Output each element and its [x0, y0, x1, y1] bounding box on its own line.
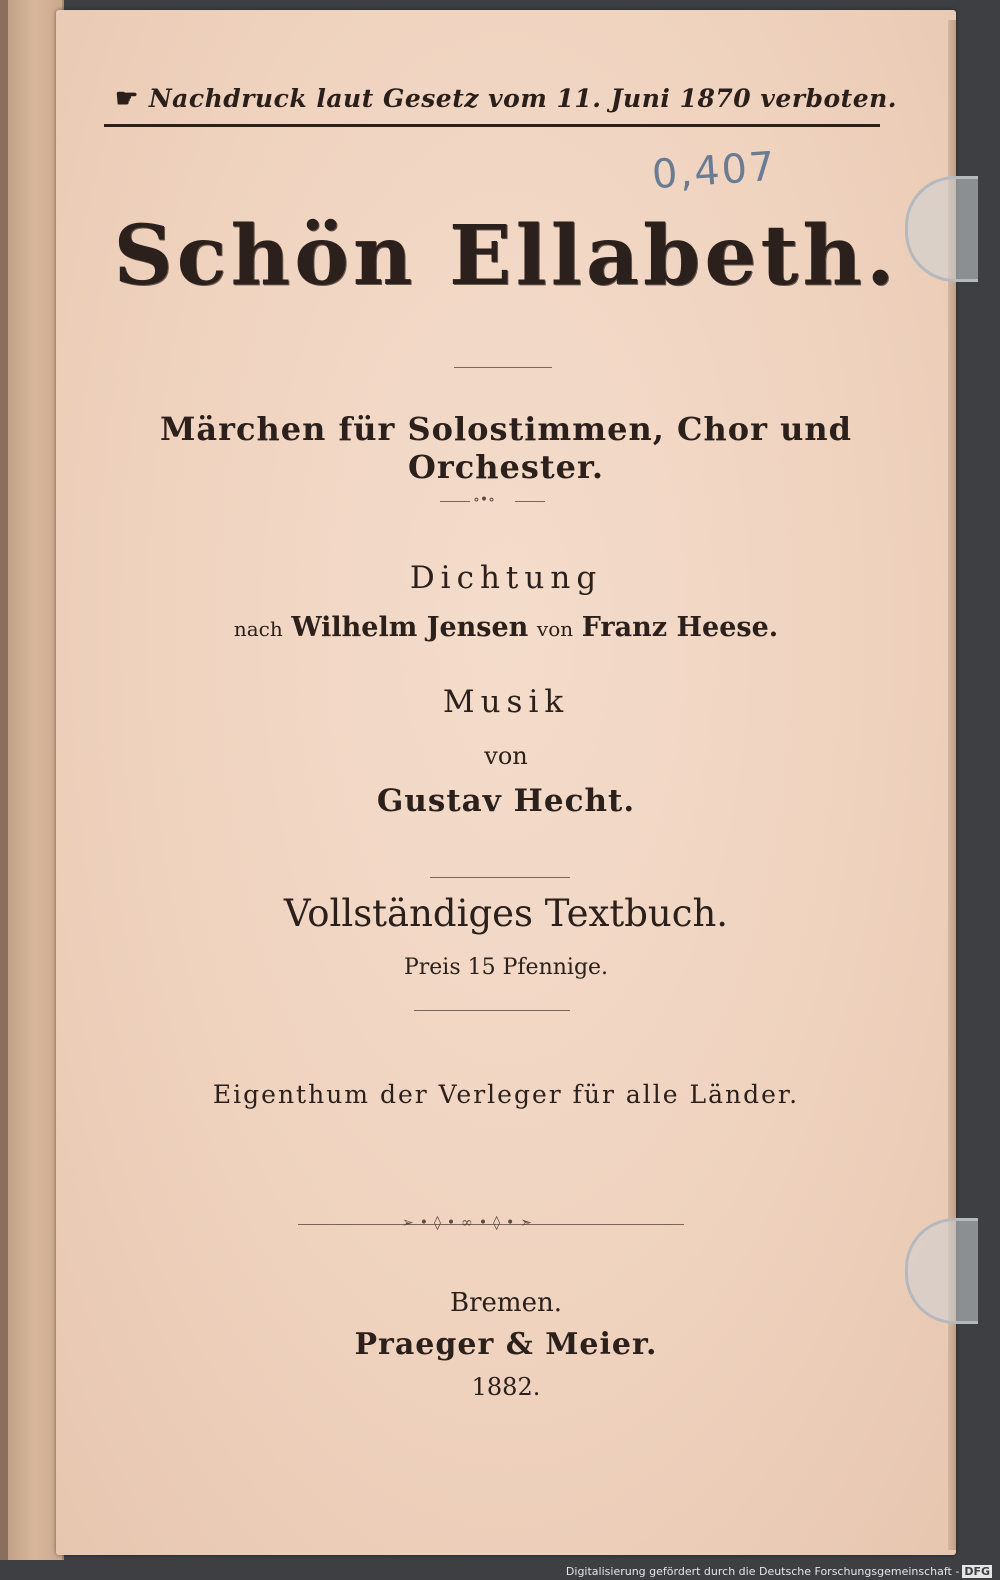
book-subtitle: Märchen für Solostimmen, Chor und Orchester. — [159, 410, 853, 486]
book-title: Schön Ellabeth. — [113, 208, 899, 304]
binding-strip — [0, 0, 8, 1560]
digitization-footer — [566, 1565, 992, 1578]
ornament-icon: ∘•∘ — [473, 492, 495, 508]
imprint-city: Bremen. — [450, 1288, 562, 1318]
poet-name: Franz Heese. — [581, 612, 779, 643]
source-author: Wilhelm Jensen — [291, 612, 529, 643]
dfg-logo: DFG — [964, 1565, 990, 1578]
ornament-rule-right — [515, 501, 545, 502]
facing-page-edge — [0, 0, 64, 1560]
divider-rule — [454, 367, 552, 368]
nach-word: nach — [233, 617, 283, 641]
notice-rule — [104, 124, 880, 127]
rights-line: Eigenthum der Verleger für alle Länder. — [212, 1080, 800, 1109]
textbook-label: Vollständiges Textbuch. — [283, 892, 729, 935]
ornament-icon-long: ➢•◊•∞•◊•➣ — [402, 1215, 538, 1231]
divider-rule-2 — [430, 877, 570, 878]
reprint-notice — [56, 84, 956, 114]
music-label: Musik — [442, 684, 570, 720]
pointing-hand-icon: ☛ — [115, 84, 139, 114]
ornament-rule-left — [440, 501, 470, 502]
composer-name: Gustav Hecht. — [376, 783, 636, 819]
von-word: von — [536, 617, 574, 641]
divider-rule-3 — [414, 1010, 570, 1011]
handwritten-shelfmark: 0,407 — [650, 143, 778, 199]
reprint-notice-text: Nachdruck laut Gesetz vom 11. Juni 1870 verboten. — [148, 84, 897, 113]
imprint-publisher: Praeger & Meier. — [354, 1327, 658, 1362]
footer-text: Digitalisierung gefördert durch die Deutsche Forschungsgemeinschaft - — [565, 1565, 960, 1578]
imprint-year: 1882. — [471, 1373, 541, 1401]
poem-label: Dichtung — [409, 560, 603, 596]
authors-line — [56, 612, 956, 643]
music-von: von — [484, 742, 528, 770]
price-line: Preis 15 Pfennige. — [403, 955, 609, 980]
